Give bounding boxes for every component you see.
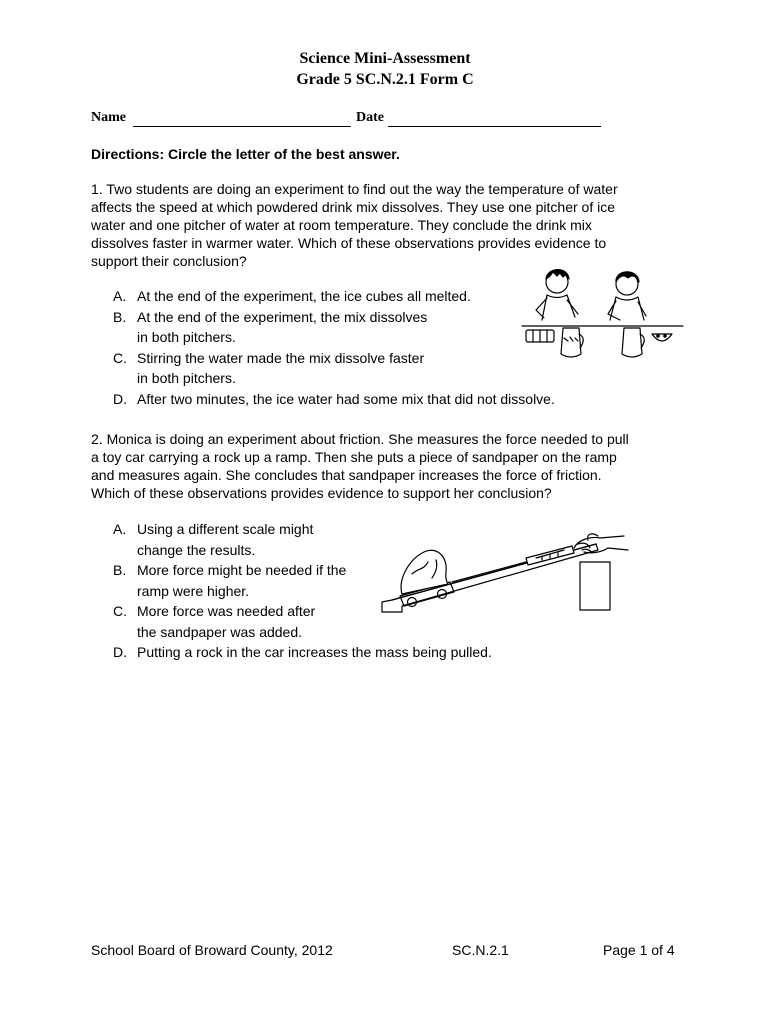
option-letter: B.	[113, 308, 127, 325]
question-1-stem	[91, 181, 691, 271]
footer-left: School Board of Broward County, 2012	[91, 942, 333, 958]
question-2-line: and measures again. She concludes that sandpaper increases the force of friction.	[91, 466, 602, 483]
option-1a[interactable]	[113, 286, 555, 307]
option-1b-continued: in both pitchers.	[137, 329, 236, 345]
page-subtitle: Grade 5 SC.N.2.1 Form C	[296, 71, 474, 88]
footer-center: SC.N.2.1	[452, 942, 509, 958]
option-text: Stirring the water made the mix dissolve faster	[137, 349, 425, 366]
option-letter: C.	[113, 603, 127, 619]
option-2a-continued: change the results.	[137, 541, 256, 558]
question-1-options	[113, 286, 555, 409]
date-field[interactable]	[388, 126, 601, 127]
option-1c-continued: in both pitchers.	[137, 370, 236, 386]
option-1c[interactable]	[113, 348, 555, 369]
option-text: More force might be needed if the	[137, 562, 347, 578]
question-1-line: 1. Two students are doing an experiment to find out the way the temperature of water	[91, 181, 618, 197]
question-1-line: dissolves faster in warmer water. Which of these observations provides evidence to	[91, 234, 607, 251]
option-1b[interactable]	[113, 307, 555, 328]
option-1d[interactable]	[113, 389, 555, 410]
option-text: Using a different scale might	[137, 521, 314, 537]
footer-page-number: Page 1 of 4	[603, 942, 675, 958]
date-label: Date	[356, 110, 384, 125]
question-1-line: affects the speed at which powdered drink mix dissolves. They use one pitcher of ice	[91, 198, 615, 215]
question-2-line: Which of these observations provides evidence to support her conclusion?	[91, 484, 552, 501]
question-1-line: water and one pitcher of water at room temperature. They conclude the drink mix	[91, 216, 592, 233]
option-letter: C.	[113, 349, 127, 366]
option-letter: D.	[113, 390, 127, 407]
name-label: Name	[91, 110, 126, 125]
option-2b-continued: ramp were higher.	[137, 582, 250, 599]
page-title: Science Mini-Assessment	[299, 50, 471, 67]
option-letter: A.	[113, 288, 127, 304]
question-2-stem	[91, 431, 691, 503]
question-2-line: 2. Monica is doing an experiment about friction. She measures the force needed to pull	[91, 431, 629, 447]
option-text: Putting a rock in the car increases the mass being pulled.	[137, 644, 492, 660]
question-2-line: a toy car carrying a rock up a ramp. Then she puts a piece of sandpaper on the ramp	[91, 448, 617, 465]
option-text: At the end of the experiment, the ice cubes all melted.	[137, 288, 471, 304]
directions: Directions: Circle the letter of the best answer.	[91, 146, 400, 162]
two-students-mixing-drinks-illustration	[520, 262, 685, 367]
toy-car-ramp-spring-scale-illustration	[378, 522, 643, 614]
name-field[interactable]	[133, 126, 351, 127]
option-2d[interactable]	[113, 642, 492, 663]
option-2c-continued: the sandpaper was added.	[137, 623, 303, 640]
option-letter: D.	[113, 644, 127, 660]
option-text: After two minutes, the ice water had some mix that did not dissolve.	[137, 390, 555, 407]
option-letter: B.	[113, 562, 127, 578]
question-1-line: support their conclusion?	[91, 252, 247, 269]
option-text: At the end of the experiment, the mix dissolves	[137, 308, 428, 325]
option-letter: A.	[113, 521, 127, 537]
option-text: More force was needed after	[137, 603, 316, 619]
